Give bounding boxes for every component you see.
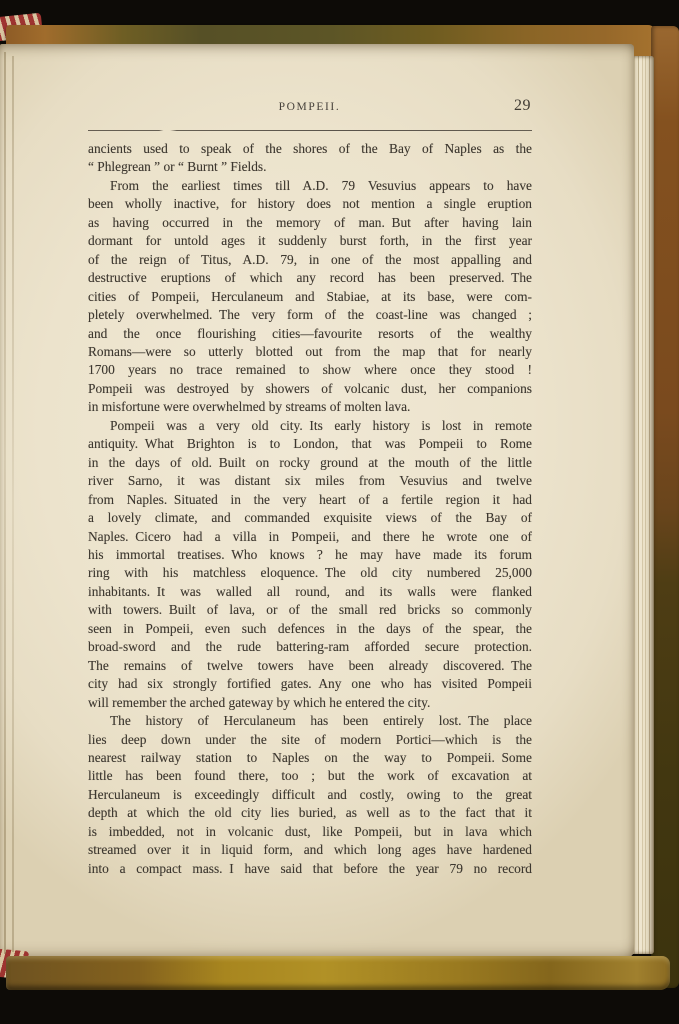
text-line: Naples. Cicero had a villa in Pompeii, and there he wrote one of — [88, 528, 532, 544]
book-bottom-edge — [6, 956, 670, 990]
text-line: antiquity. What Brighton is to London, that was Pompeii to Rome — [88, 436, 532, 452]
running-title: POMPEII. — [278, 101, 341, 113]
text-line: little has been found there, too ; but the work of excavation at — [88, 768, 532, 784]
text-line: 1700 years no trace remained to show where once they stood ! — [88, 362, 532, 378]
text-line: nearest railway station to Naples on the way to Pompeii. Some — [88, 749, 532, 765]
text-line: Pompeii was a very old city. Its early history is lost in remote — [110, 417, 532, 433]
text-line: of the reign of Titus, A.D. 79, in one of the most appalling and — [88, 251, 532, 267]
header-rule — [88, 130, 532, 131]
text-line: a lovely climate, and commanded exquisite views of the Bay of — [88, 510, 532, 526]
page-body — [88, 140, 532, 878]
text-line: From the earliest times till A.D. 79 Vesuvius appears to have — [110, 177, 532, 193]
paragraph — [88, 140, 532, 177]
text-line: streamed over it in liquid form, and which long ages have hardened — [88, 842, 532, 858]
text-line: depth at which the old city lies buried, as well as to the fact that it — [88, 805, 532, 821]
paragraph — [88, 712, 532, 878]
text-line: destructive eruptions of which any record has been preserved. The — [88, 270, 532, 286]
page-edges-right — [632, 56, 654, 954]
text-line: Pompeii was destroyed by showers of volcanic dust, her companions — [88, 380, 532, 396]
text-line: and the once flourishing cities—favourite resorts of the wealthy — [88, 325, 532, 341]
text-line: into a compact mass. I have said that before the year 79 no record — [88, 860, 532, 876]
text-line: from Naples. Situated in the very heart of a fertile region it had — [88, 491, 532, 507]
page-number: 29 — [514, 97, 531, 114]
text-line: Herculaneum is exceedingly difficult and costly, owing to the great — [88, 786, 532, 802]
paragraph — [88, 177, 532, 417]
text-line: in misfortune were overwhelmed by streams of molten lava. — [88, 399, 411, 415]
page-header — [88, 97, 531, 121]
text-line: as having occurred in the memory of man. But after having lain — [88, 214, 532, 230]
text-line: river Sarno, it was distant six miles from Vesuvius and twelve — [88, 473, 532, 489]
text-line: dormant for untold ages it suddenly burst forth, in the first year — [88, 233, 532, 249]
text-line: will remember the arched gateway by which he entered the city. — [88, 694, 431, 710]
text-line: is imbedded, not in volcanic dust, like Pompeii, but in lava which — [88, 823, 532, 839]
text-line: The history of Herculaneum has been entirely lost. The place — [110, 713, 532, 729]
paragraph — [88, 417, 532, 712]
text-line: “ Phlegrean ” or “ Burnt ” Fields. — [88, 159, 267, 175]
text-line: ring with his matchless eloquence. The old city numbered 25,000 — [88, 565, 532, 581]
text-line: Romans—were so utterly blotted out from the map that for nearly — [88, 343, 532, 359]
text-line: seen in Pompeii, even such defences in the days of the spear, the — [88, 620, 532, 636]
text-line: broad-sword and the rude battering-ram afforded secure protection. — [88, 639, 532, 655]
text-line: with towers. Built of lava, or of the small red bricks so commonly — [88, 602, 532, 618]
text-line: city had six strongly fortified gates. Any one who has visited Pompeii — [88, 676, 532, 692]
text-line: his immortal treatises. Who knows ? he may have made its forum — [88, 546, 532, 562]
text-line: inhabitants. It was walled all round, and its walls were flanked — [88, 583, 532, 599]
text-line: lies deep down under the site of modern Portici—which is the — [88, 731, 532, 747]
text-line: ancients used to speak of the shores of the Bay of Naples as the — [88, 141, 532, 156]
book-cover-right — [651, 26, 679, 988]
text-line: pletely overwhelmed. The very form of the coast-line was changed ; — [88, 307, 532, 323]
text-line: cities of Pompeii, Herculaneum and Stabiae, at its base, were com- — [88, 288, 532, 304]
page-fold-line — [4, 52, 6, 954]
text-line: in the days of old. Built on rocky ground at the mouth of the little — [88, 454, 532, 470]
text-line: The remains of twelve towers have been already discovered. The — [88, 657, 532, 673]
page-gutter-fold — [12, 56, 14, 952]
text-line: been wholly inactive, for history does not mention a single eruption — [88, 196, 532, 212]
